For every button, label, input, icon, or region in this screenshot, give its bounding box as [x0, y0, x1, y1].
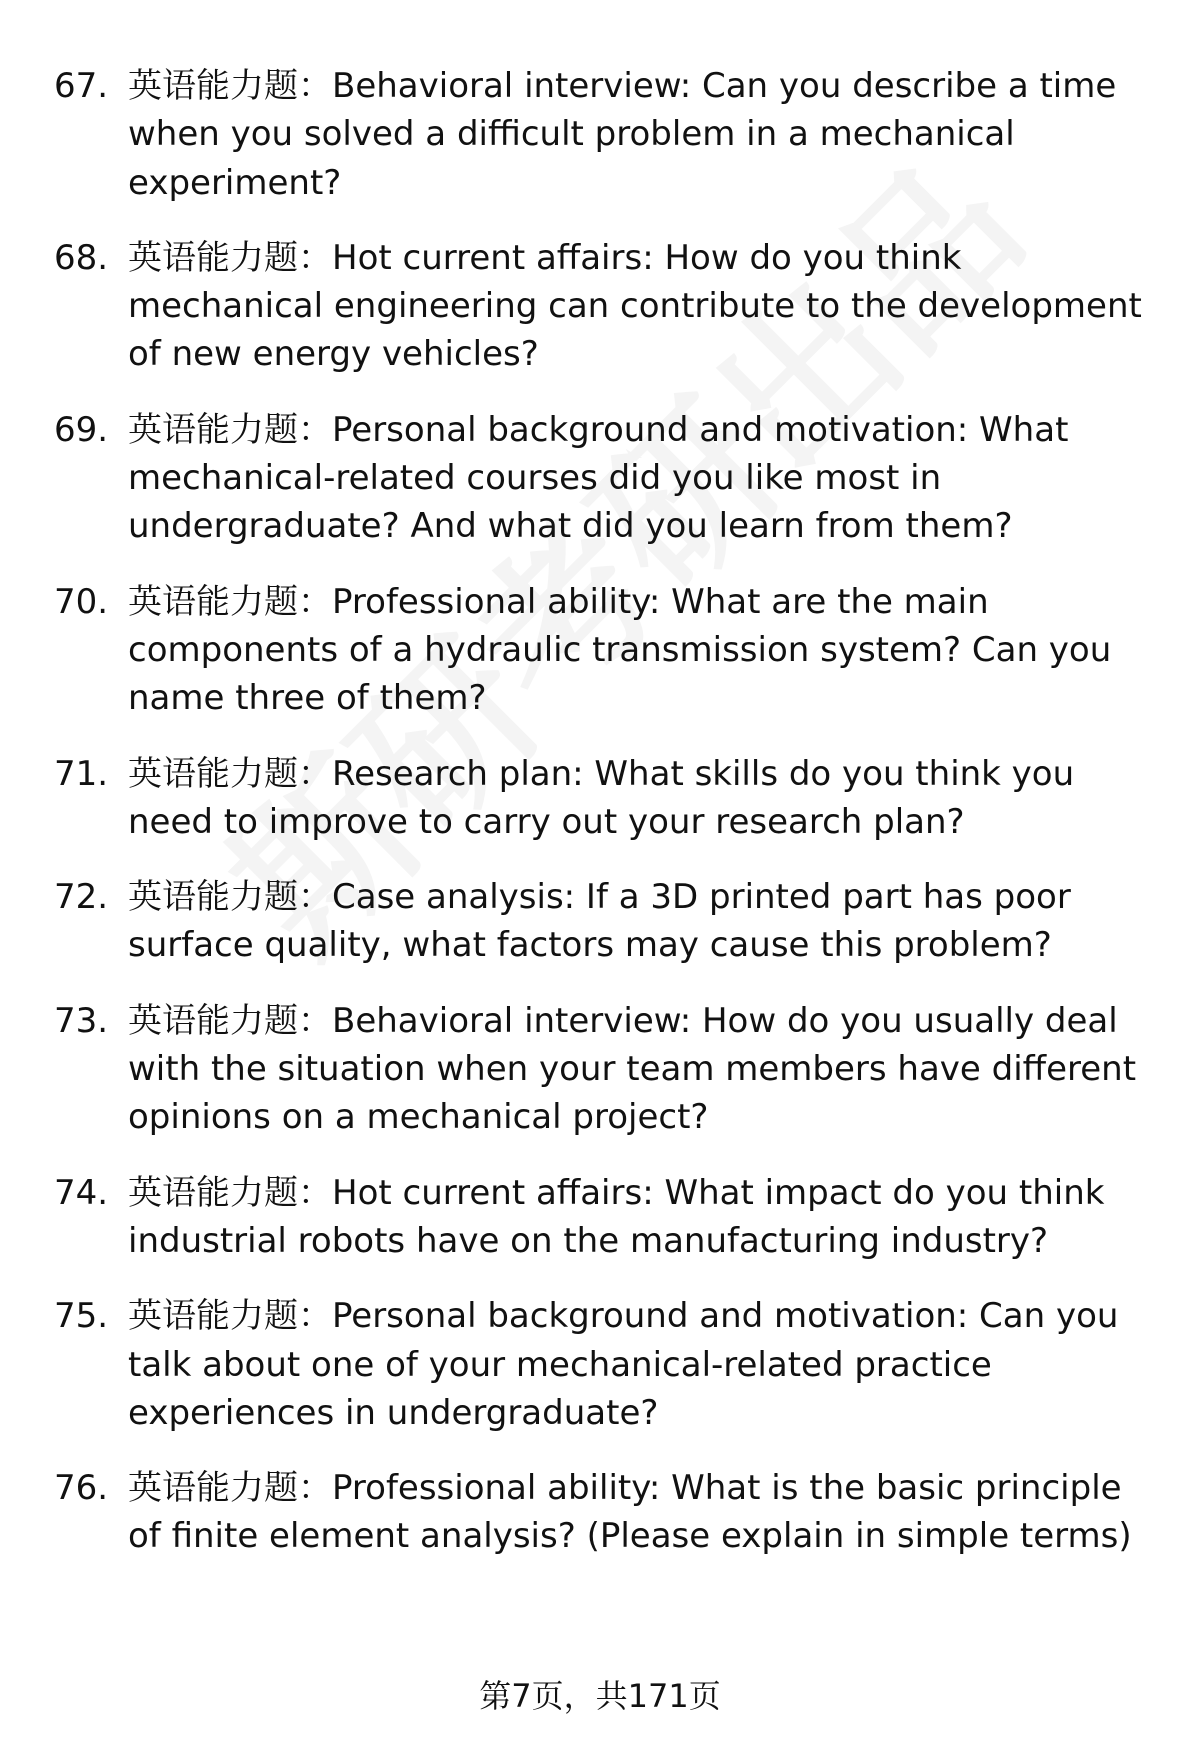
- question-number: 71.: [54, 753, 109, 794]
- page-footer: 第7页，共171页: [479, 1677, 721, 1715]
- question-number: 75.: [54, 1296, 109, 1337]
- question-text: 英语能力题：Hot current affairs: How do you think mechanical engineering can contribute to the development of new energy vehicles?: [128, 237, 1142, 375]
- question-text: 英语能力题：Professional ability: What is the basic principle of finite element analysis? (Please explain in simple terms): [128, 1468, 1132, 1557]
- question-text: 英语能力题：Behavioral interview: Can you describe a time when you solved a difficult problem in a mechanical experiment?: [128, 66, 1117, 203]
- question-item: [0, 406, 1200, 551]
- question-text: 英语能力题：Case analysis: If a 3D printed part has poor surface quality, what factors may cause this problem?: [128, 877, 1071, 966]
- question-item: [0, 873, 1200, 970]
- question-text: 英语能力题：Professional ability: What are the main components of a hydraulic transmission system? Can you name three of them?: [128, 581, 1112, 719]
- question-item: [0, 578, 1200, 723]
- question-number: 73.: [54, 1000, 109, 1041]
- question-text: 英语能力题：Personal background and motivation: Can you talk about one of your mechanical-related practice experiences in undergraduate?: [128, 1296, 1119, 1433]
- question-text: 英语能力题：Research plan: What skills do you think you need to improve to carry out your research plan?: [128, 753, 1075, 842]
- question-number: 74.: [54, 1172, 109, 1213]
- question-number: 70.: [54, 581, 109, 622]
- question-number: 72.: [54, 877, 109, 918]
- question-item: [0, 1464, 1200, 1561]
- question-item: [0, 62, 1200, 207]
- question-number: 68.: [54, 237, 109, 278]
- question-number: 67.: [54, 66, 109, 106]
- question-number: 76.: [54, 1468, 109, 1509]
- question-item: [0, 1292, 1200, 1437]
- question-number: 69.: [54, 409, 109, 450]
- question-text: 英语能力题：Hot current affairs: What impact do you think industrial robots have on the manufacturing industry?: [128, 1172, 1105, 1261]
- question-item: [0, 997, 1200, 1142]
- question-text: 英语能力题：Personal background and motivation: What mechanical-related courses did you like most in undergraduate? And what did you learn from them?: [128, 409, 1069, 547]
- question-item: [0, 1169, 1200, 1266]
- question-text: 英语能力题：Behavioral interview: How do you usually deal with the situation when your team members have different opinions on a mechanical project?: [128, 1000, 1137, 1138]
- question-item: [0, 234, 1200, 379]
- question-item: [0, 750, 1200, 847]
